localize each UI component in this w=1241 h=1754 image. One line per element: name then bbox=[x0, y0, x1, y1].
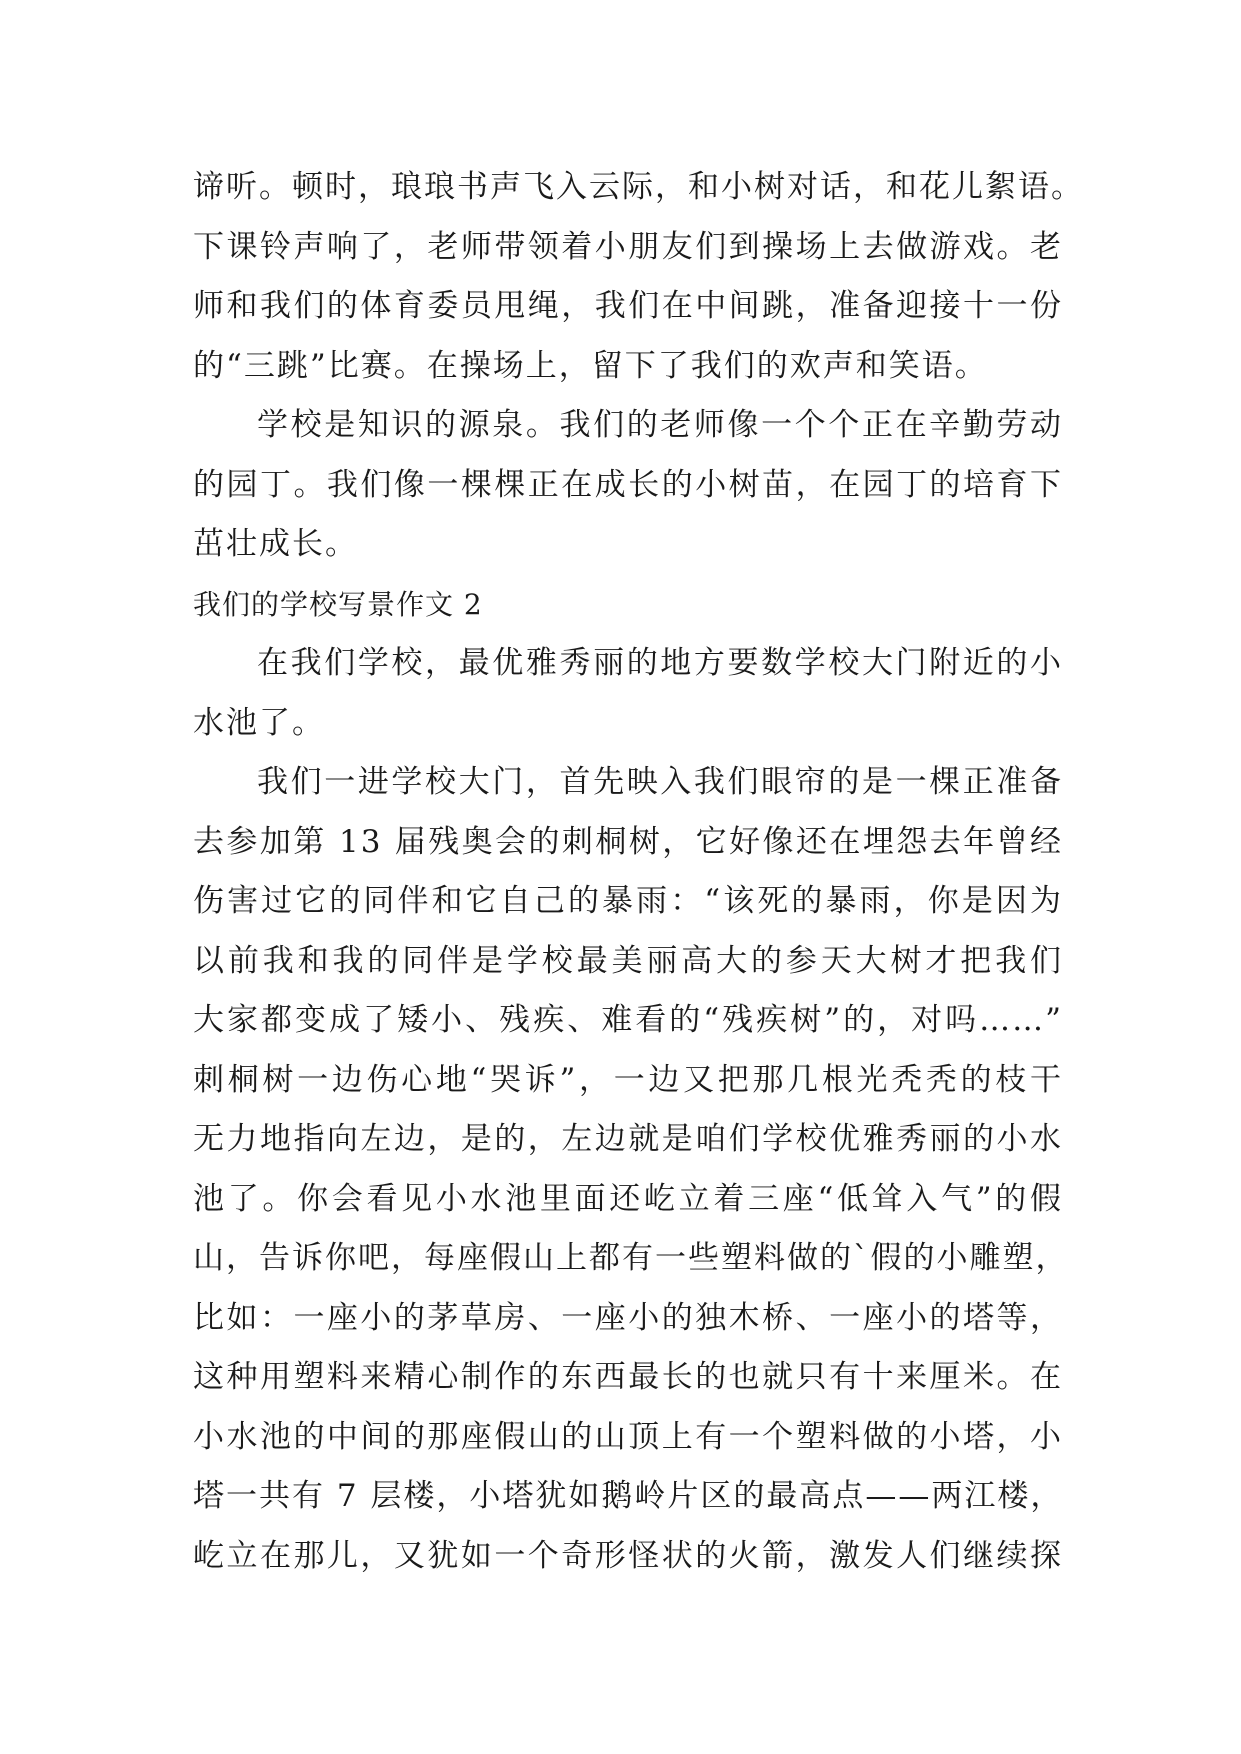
text-line: 大家都变成了矮小、残疾、难看的“残疾树”的，对吗……” bbox=[193, 1002, 1063, 1038]
text-line: 在我们学校，最优雅秀丽的地方要数学校大门附近的小 bbox=[257, 645, 1063, 681]
text-line: 池了。你会看见小水池里面还屹立着三座“低耸入气”的假 bbox=[193, 1180, 1063, 1217]
text-line: 以前我和我的同伴是学校最美丽高大的参天大树才把我们 bbox=[193, 942, 1063, 979]
text-line: 小水池的中间的那座假山的山顶上有一个塑料做的小塔，小 bbox=[193, 1418, 1063, 1455]
text-line: 水池了。 bbox=[193, 704, 325, 741]
section-heading: 我们的学校写景作文 2 bbox=[193, 587, 483, 621]
text-line: 这种用塑料来精心制作的东西最长的也就只有十来厘米。在 bbox=[193, 1359, 1063, 1395]
text-line: 去参加第 13 届残奥会的刺桐树，它好像还在埋怨去年曾经 bbox=[193, 823, 1063, 860]
text-line: 下课铃声响了，老师带领着小朋友们到操场上去做游戏。老 bbox=[193, 228, 1063, 265]
document-body bbox=[193, 158, 1084, 1586]
text-line: 我们一进学校大门，首先映入我们眼帘的是一棵正准备 bbox=[257, 764, 1063, 800]
text-line: 塔一共有 7 层楼，小塔犹如鹅岭片区的最高点——两江楼， bbox=[193, 1478, 1064, 1514]
text-line: 刺桐树一边伤心地“哭诉”，一边又把那几根光秃秃的枝干 bbox=[193, 1061, 1063, 1098]
text-line: 谛听。顿时，琅琅书声飞入云际，和小树对话，和花儿絮语。 bbox=[193, 169, 1084, 205]
text-line: 比如：一座小的茅草房、一座小的独木桥、一座小的塔等， bbox=[193, 1299, 1063, 1336]
text-line: 山，告诉你吧，每座假山上都有一些塑料做的`假的小雕塑， bbox=[193, 1240, 1069, 1276]
text-line: 师和我们的体育委员甩绳，我们在中间跳，准备迎接十一份 bbox=[193, 288, 1063, 324]
text-line: 无力地指向左边，是的，左边就是咱们学校优雅秀丽的小水 bbox=[193, 1121, 1063, 1157]
text-line: 茁壮成长。 bbox=[193, 526, 358, 562]
text-line: 伤害过它的同伴和它自己的暴雨：“该死的暴雨，你是因为 bbox=[193, 883, 1063, 919]
text-line: 的“三跳”比赛。在操场上，留下了我们的欢声和笑语。 bbox=[193, 347, 988, 384]
text-line: 屹立在那儿，又犹如一个奇形怪状的火箭，激发人们继续探 bbox=[193, 1537, 1063, 1574]
text-line: 的园丁。我们像一棵棵正在成长的小树苗，在园丁的培育下 bbox=[193, 466, 1063, 503]
text-line: 学校是知识的源泉。我们的老师像一个个正在辛勤劳动 bbox=[257, 407, 1063, 443]
